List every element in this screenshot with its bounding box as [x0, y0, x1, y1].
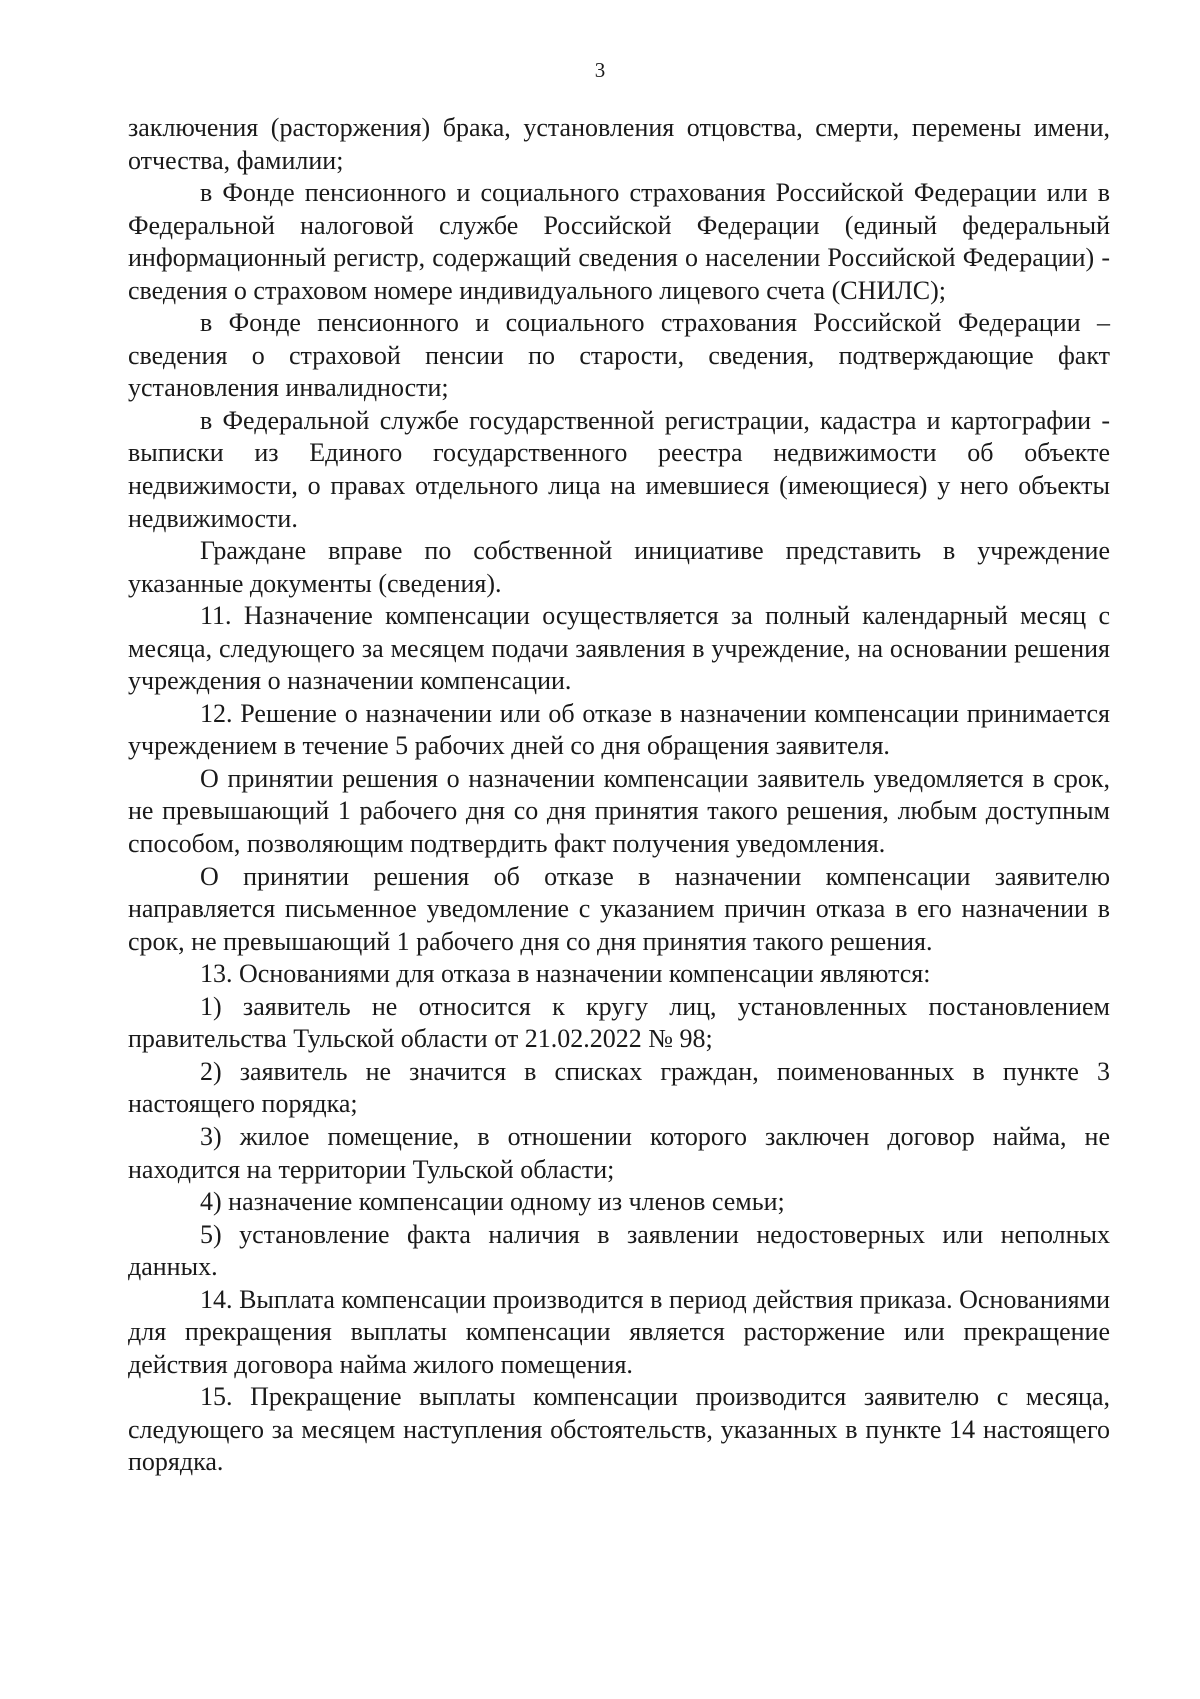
paragraph-item-14: 14. Выплата компенсации производится в период действия приказа. Основаниями для прекращения выплаты компенсации является расторжение или прекращение действия договора найма жилого помещения.: [128, 1284, 1110, 1379]
list-item-refusal-4: 4) назначение компенсации одному из членов семьи;: [200, 1187, 785, 1217]
paragraph-item-13: 13. Основаниями для отказа в назначении компенсации являются:: [200, 959, 931, 989]
page-number: 3: [594, 58, 606, 82]
paragraph-notification-approval: О принятии решения о назначении компенсации заявитель уведомляется в срок, не превышающий 1 рабочего дня со дня принятия такого решения, любым доступным способом, позволяющим подтвердить факт получения уведомления.: [128, 763, 1110, 859]
document-body: [128, 112, 1110, 1479]
paragraph-pension-fund-disability: в Фонде пенсионного и социального страхования Российской Федерации – сведения о страховой пенсии по старости, сведения, подтверждающие факт установления инвалидности;: [128, 308, 1110, 403]
list-item-refusal-2: 2) заявитель не значится в списках граждан, поименованных в пункте 3 настоящего порядка;: [128, 1056, 1110, 1119]
paragraph-notification-refusal: О принятии решения об отказе в назначении компенсации заявителю направляется письменное уведомление с указанием причин отказа в его назначении в срок, не превышающий 1 рабочего дня со дня принятия такого решения.: [128, 861, 1110, 956]
list-item-refusal-5: 5) установление факта наличия в заявлении недостоверных или неполных данных.: [128, 1219, 1110, 1282]
paragraph-item-11: 11. Назначение компенсации осуществляется за полный календарный месяц с месяца, следующего за месяцем подачи заявления в учреждение, на основании решения учреждения о назначении компенсации.: [128, 601, 1110, 696]
paragraph-citizens-right: Граждане вправе по собственной инициативе представить в учреждение указанные документы (сведения).: [128, 536, 1110, 598]
list-item-refusal-1: 1) заявитель не относится к кругу лиц, установленных постановлением правительства Тульской области от 21.02.2022 № 98;: [128, 991, 1110, 1054]
list-item-refusal-3: 3) жилое помещение, в отношении которого заключен договор найма, не находится на территории Тульской области;: [128, 1121, 1110, 1184]
paragraph-rosreestr: в Федеральной службе государственной регистрации, кадастра и картографии - выписки из Единого государственного реестра недвижимости об объекте недвижимости, о правах отдельного лица на имевшиеся (имеющиеся) у него объекты недвижимости.: [128, 405, 1110, 533]
paragraph-continuation: заключения (расторжения) брака, установления отцовства, смерти, перемены имени, отчества, фамилии;: [128, 113, 1110, 175]
paragraph-pension-fund-snils: в Фонде пенсионного и социального страхования Российской Федерации или в Федеральной налоговой службе Российской Федерации (единый федеральный информационный регистр, содержащий сведения о населении Российской Федерации) - сведения о страховом номере индивидуального лицевого счета (СНИЛС);: [128, 178, 1110, 305]
paragraph-item-12: 12. Решение о назначении или об отказе в назначении компенсации принимается учреждением в течение 5 рабочих дней со дня обращения заявителя.: [128, 698, 1110, 761]
paragraph-item-15: 15. Прекращение выплаты компенсации производится заявителю с месяца, следующего за месяцем наступления обстоятельств, указанных в пункте 14 настоящего порядка.: [128, 1382, 1110, 1477]
